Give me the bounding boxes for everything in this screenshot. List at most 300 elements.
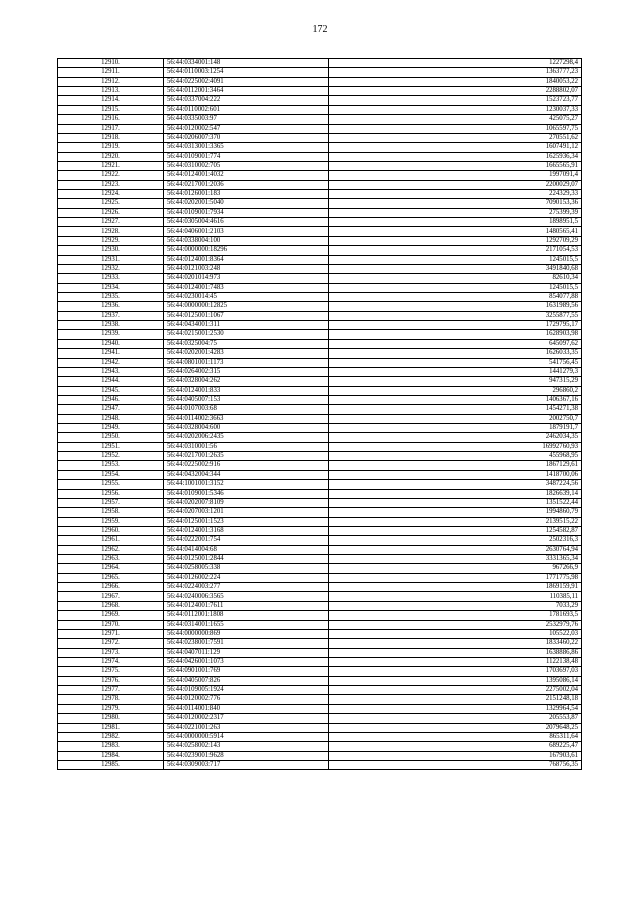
row-number-cell: 12948. xyxy=(58,414,164,423)
cadastral-number-cell: 56:44:0126002:224 xyxy=(164,573,329,582)
cadastral-number-cell: 56:44:0201014:973 xyxy=(164,274,329,283)
cadastral-number-cell: 56:44:0125001:1523 xyxy=(164,517,329,526)
cadastral-value-cell: 1625936,34 xyxy=(329,152,582,161)
cadastral-number-cell: 56:44:0120002:547 xyxy=(164,124,329,133)
cadastral-number-cell: 56:44:0207003:1201 xyxy=(164,508,329,517)
cadastral-value-cell: 1418700,06 xyxy=(329,470,582,479)
table-row xyxy=(58,601,582,610)
row-number-cell: 12934. xyxy=(58,283,164,292)
table-row xyxy=(58,255,582,264)
row-number-cell: 12912. xyxy=(58,77,164,86)
table-row xyxy=(58,96,582,105)
cadastral-value-cell: 205553,87 xyxy=(329,714,582,723)
cadastral-number-cell: 56:44:0107003:68 xyxy=(164,405,329,414)
table-row xyxy=(58,190,582,199)
cadastral-value-cell: 1230037,33 xyxy=(329,105,582,114)
table-row xyxy=(58,714,582,723)
row-number-cell: 12966. xyxy=(58,583,164,592)
cadastral-value-cell: 2151248,18 xyxy=(329,695,582,704)
row-number-cell: 12957. xyxy=(58,498,164,507)
table-row xyxy=(58,367,582,376)
row-number-cell: 12951. xyxy=(58,442,164,451)
row-number-cell: 12924. xyxy=(58,190,164,199)
cadastral-value-cell: 2002750,7 xyxy=(329,414,582,423)
table-row xyxy=(58,639,582,648)
row-number-cell: 12962. xyxy=(58,545,164,554)
cadastral-value-cell: 541756,45 xyxy=(329,358,582,367)
table-row xyxy=(58,236,582,245)
cadastral-value-cell: 105522,03 xyxy=(329,629,582,638)
row-number-cell: 12914. xyxy=(58,96,164,105)
cadastral-value-cell: 1879191,7 xyxy=(329,424,582,433)
cadastral-value-cell: 1292709,29 xyxy=(329,236,582,245)
cadastral-number-cell: 56:44:0338004:100 xyxy=(164,236,329,245)
row-number-cell: 12947. xyxy=(58,405,164,414)
table-row xyxy=(58,526,582,535)
cadastral-number-cell: 56:44:0206007:370 xyxy=(164,133,329,142)
table-row xyxy=(58,704,582,713)
cadastral-number-cell: 56:44:0217001:2635 xyxy=(164,452,329,461)
table-row xyxy=(58,377,582,386)
row-number-cell: 12960. xyxy=(58,526,164,535)
cadastral-number-cell: 56:44:0426001:1073 xyxy=(164,658,329,667)
table-row xyxy=(58,461,582,470)
cadastral-value-cell: 167903,61 xyxy=(329,751,582,760)
cadastral-number-cell: 56:44:0405007:826 xyxy=(164,676,329,685)
cadastral-value-cell: 2171054,53 xyxy=(329,246,582,255)
cadastral-number-cell: 56:44:0124001:7483 xyxy=(164,283,329,292)
row-number-cell: 12959. xyxy=(58,517,164,526)
cadastral-value-cell: 1245015,5 xyxy=(329,283,582,292)
row-number-cell: 12917. xyxy=(58,124,164,133)
cadastral-number-cell: 56:44:0309003:717 xyxy=(164,760,329,769)
cadastral-value-cell: 1363777,23 xyxy=(329,68,582,77)
cadastral-number-cell: 56:44:0202001:4283 xyxy=(164,349,329,358)
table-row xyxy=(58,143,582,152)
row-number-cell: 12923. xyxy=(58,180,164,189)
table-row xyxy=(58,760,582,769)
table-row xyxy=(58,686,582,695)
table-row xyxy=(58,105,582,114)
table-row xyxy=(58,199,582,208)
table-row xyxy=(58,405,582,414)
table-row xyxy=(58,676,582,685)
cadastral-value-cell: 1351522,44 xyxy=(329,498,582,507)
row-number-cell: 12932. xyxy=(58,264,164,273)
cadastral-number-cell: 56:44:0114001:840 xyxy=(164,704,329,713)
table-row xyxy=(58,433,582,442)
table-row xyxy=(58,592,582,601)
row-number-cell: 12946. xyxy=(58,395,164,404)
cadastral-number-cell: 56:44:0901001:769 xyxy=(164,667,329,676)
row-number-cell: 12953. xyxy=(58,461,164,470)
cadastral-value-cell: 7033,29 xyxy=(329,601,582,610)
cadastral-value-cell: 1997091,4 xyxy=(329,171,582,180)
cadastral-value-cell: 1406367,16 xyxy=(329,395,582,404)
cadastral-number-cell: 56:44:0000000:12825 xyxy=(164,302,329,311)
cadastral-value-cell: 425075,27 xyxy=(329,115,582,124)
table-row xyxy=(58,152,582,161)
cadastral-value-cell: 1254582,87 xyxy=(329,526,582,535)
row-number-cell: 12967. xyxy=(58,592,164,601)
cadastral-number-cell: 56:44:0239001:9628 xyxy=(164,751,329,760)
cadastral-number-cell: 56:44:1001001:3152 xyxy=(164,480,329,489)
cadastral-number-cell: 56:44:0120002:2317 xyxy=(164,714,329,723)
table-row xyxy=(58,508,582,517)
cadastral-value-cell: 270551,62 xyxy=(329,133,582,142)
table-row xyxy=(58,133,582,142)
row-number-cell: 12918. xyxy=(58,133,164,142)
table-row xyxy=(58,321,582,330)
cadastral-value-cell: 296860,2 xyxy=(329,386,582,395)
cadastral-number-cell: 56:44:0124001:8364 xyxy=(164,255,329,264)
table-row xyxy=(58,59,582,68)
cadastral-number-cell: 56:44:0314001:1655 xyxy=(164,620,329,629)
table-row xyxy=(58,536,582,545)
row-number-cell: 12911. xyxy=(58,68,164,77)
table-row xyxy=(58,648,582,657)
cadastral-value-cell: 1628903,98 xyxy=(329,330,582,339)
cadastral-number-cell: 56:44:0124001:4032 xyxy=(164,171,329,180)
row-number-cell: 12969. xyxy=(58,611,164,620)
row-number-cell: 12925. xyxy=(58,199,164,208)
table-row xyxy=(58,611,582,620)
row-number-cell: 12922. xyxy=(58,171,164,180)
cadastral-value-cell: 1227298,4 xyxy=(329,59,582,68)
row-number-cell: 12961. xyxy=(58,536,164,545)
cadastral-number-cell: 56:44:0264002:315 xyxy=(164,367,329,376)
row-number-cell: 12916. xyxy=(58,115,164,124)
cadastral-number-cell: 56:44:0109005:1924 xyxy=(164,686,329,695)
table-row xyxy=(58,77,582,86)
cadastral-value-cell: 1626033,35 xyxy=(329,349,582,358)
row-number-cell: 12929. xyxy=(58,236,164,245)
cadastral-value-cell: 3331365,34 xyxy=(329,555,582,564)
cadastral-number-cell: 56:44:0202001:5040 xyxy=(164,199,329,208)
row-number-cell: 12936. xyxy=(58,302,164,311)
row-number-cell: 12942. xyxy=(58,358,164,367)
cadastral-number-cell: 56:44:0305004:4616 xyxy=(164,218,329,227)
cadastral-value-cell: 1454271,38 xyxy=(329,405,582,414)
cadastral-value-cell: 1480565,41 xyxy=(329,227,582,236)
cadastral-number-cell: 56:44:0110002:601 xyxy=(164,105,329,114)
row-number-cell: 12930. xyxy=(58,246,164,255)
row-number-cell: 12935. xyxy=(58,292,164,301)
cadastral-number-cell: 56:44:0109001:7934 xyxy=(164,208,329,217)
cadastral-number-cell: 56:44:0217001:2036 xyxy=(164,180,329,189)
table-row xyxy=(58,545,582,554)
cadastral-value-cell: 1607491,12 xyxy=(329,143,582,152)
row-number-cell: 12928. xyxy=(58,227,164,236)
row-number-cell: 12978. xyxy=(58,695,164,704)
cadastral-value-cell: 645097,62 xyxy=(329,339,582,348)
cadastral-number-cell: 56:44:0313001:3365 xyxy=(164,143,329,152)
cadastral-value-cell: 1826639,14 xyxy=(329,489,582,498)
row-number-cell: 12939. xyxy=(58,330,164,339)
cadastral-value-cell: 1833460,22 xyxy=(329,639,582,648)
cadastral-number-cell: 56:44:0124001:3168 xyxy=(164,526,329,535)
cadastral-number-cell: 56:44:0406001:2103 xyxy=(164,227,329,236)
cadastral-value-cell: 1122138,48 xyxy=(329,658,582,667)
row-number-cell: 12943. xyxy=(58,367,164,376)
cadastral-value-cell: 1771775,98 xyxy=(329,573,582,582)
cadastral-value-cell: 1898951,5 xyxy=(329,218,582,227)
table-row xyxy=(58,452,582,461)
row-number-cell: 12968. xyxy=(58,601,164,610)
cadastral-number-cell: 56:44:0109001:5346 xyxy=(164,489,329,498)
cadastral-number-cell: 56:44:0110003:1254 xyxy=(164,68,329,77)
cadastral-value-cell: 455968,95 xyxy=(329,452,582,461)
row-number-cell: 12921. xyxy=(58,161,164,170)
row-number-cell: 12926. xyxy=(58,208,164,217)
cadastral-number-cell: 56:44:0328004:600 xyxy=(164,424,329,433)
cadastral-number-cell: 56:44:0225002:4091 xyxy=(164,77,329,86)
cadastral-number-cell: 56:44:0000000:18296 xyxy=(164,246,329,255)
row-number-cell: 12979. xyxy=(58,704,164,713)
table-row xyxy=(58,274,582,283)
row-number-cell: 12941. xyxy=(58,349,164,358)
table-row xyxy=(58,414,582,423)
cadastral-value-cell: 16992760,93 xyxy=(329,442,582,451)
table-row xyxy=(58,658,582,667)
row-number-cell: 12984. xyxy=(58,751,164,760)
cadastral-value-cell: 1329964,54 xyxy=(329,704,582,713)
cadastral-number-cell: 56:44:0202007:8109 xyxy=(164,498,329,507)
cadastral-number-cell: 56:44:0121003:248 xyxy=(164,264,329,273)
table-row xyxy=(58,115,582,124)
row-number-cell: 12963. xyxy=(58,555,164,564)
table-row xyxy=(58,564,582,573)
row-number-cell: 12958. xyxy=(58,508,164,517)
cadastral-number-cell: 56:44:0258002:143 xyxy=(164,742,329,751)
cadastral-number-cell: 56:44:0230014:45 xyxy=(164,292,329,301)
cadastral-number-cell: 56:44:0126001:183 xyxy=(164,190,329,199)
cadastral-value-cell: 3487224,56 xyxy=(329,480,582,489)
row-number-cell: 12976. xyxy=(58,676,164,685)
cadastral-value-cell: 2139515,22 xyxy=(329,517,582,526)
row-number-cell: 12920. xyxy=(58,152,164,161)
cadastral-value-cell: 947315,29 xyxy=(329,377,582,386)
row-number-cell: 12980. xyxy=(58,714,164,723)
row-number-cell: 12974. xyxy=(58,658,164,667)
row-number-cell: 12913. xyxy=(58,87,164,96)
row-number-cell: 12919. xyxy=(58,143,164,152)
cadastral-value-cell: 854077,88 xyxy=(329,292,582,301)
cadastral-value-cell: 2288802,07 xyxy=(329,87,582,96)
row-number-cell: 12950. xyxy=(58,433,164,442)
row-number-cell: 12945. xyxy=(58,386,164,395)
cadastral-number-cell: 56:44:0310001:56 xyxy=(164,442,329,451)
cadastral-number-cell: 56:44:0334001:148 xyxy=(164,59,329,68)
cadastral-number-cell: 56:44:0109001:774 xyxy=(164,152,329,161)
cadastral-number-cell: 56:44:0432004:344 xyxy=(164,470,329,479)
cadastral-value-cell: 2275002,04 xyxy=(329,686,582,695)
row-number-cell: 12955. xyxy=(58,480,164,489)
table-row xyxy=(58,573,582,582)
row-number-cell: 12937. xyxy=(58,311,164,320)
cadastral-number-cell: 56:44:0335003:97 xyxy=(164,115,329,124)
cadastral-value-cell: 224329,33 xyxy=(329,190,582,199)
row-number-cell: 12985. xyxy=(58,760,164,769)
cadastral-number-cell: 56:44:0120002:776 xyxy=(164,695,329,704)
table-row xyxy=(58,498,582,507)
cadastral-value-cell: 1395086,14 xyxy=(329,676,582,685)
table-row xyxy=(58,218,582,227)
table-row xyxy=(58,349,582,358)
table-row xyxy=(58,330,582,339)
cadastral-value-cell: 1729795,17 xyxy=(329,321,582,330)
row-number-cell: 12983. xyxy=(58,742,164,751)
row-number-cell: 12965. xyxy=(58,573,164,582)
cadastral-number-cell: 56:44:0125001:1067 xyxy=(164,311,329,320)
cadastral-number-cell: 56:44:0125001:2844 xyxy=(164,555,329,564)
cadastral-number-cell: 56:44:0112001:1808 xyxy=(164,611,329,620)
cadastral-value-cell: 82610,34 xyxy=(329,274,582,283)
cadastral-number-cell: 56:44:0258005:338 xyxy=(164,564,329,573)
cadastral-number-cell: 56:44:0310002:705 xyxy=(164,161,329,170)
cadastral-value-cell: 1065597,75 xyxy=(329,124,582,133)
table-row xyxy=(58,161,582,170)
cadastral-value-cell: 2532979,76 xyxy=(329,620,582,629)
table-row xyxy=(58,68,582,77)
cadastral-number-cell: 56:44:0222001:754 xyxy=(164,536,329,545)
cadastral-number-cell: 56:44:0112001:3464 xyxy=(164,87,329,96)
row-number-cell: 12981. xyxy=(58,723,164,732)
cadastral-value-cell: 2630764,94 xyxy=(329,545,582,554)
cadastral-number-cell: 56:44:0221001:263 xyxy=(164,723,329,732)
row-number-cell: 12982. xyxy=(58,732,164,741)
cadastral-number-cell: 56:44:0124001:833 xyxy=(164,386,329,395)
row-number-cell: 12972. xyxy=(58,639,164,648)
cadastral-value-cell: 865311,64 xyxy=(329,732,582,741)
row-number-cell: 12954. xyxy=(58,470,164,479)
cadastral-number-cell: 56:44:0225002:916 xyxy=(164,461,329,470)
table-row xyxy=(58,283,582,292)
cadastral-number-cell: 56:44:0801001:1173 xyxy=(164,358,329,367)
cadastral-value-cell: 1631989,56 xyxy=(329,302,582,311)
cadastral-number-cell: 56:44:0124001:7611 xyxy=(164,601,329,610)
cadastral-number-cell: 56:44:0000000:869 xyxy=(164,629,329,638)
row-number-cell: 12931. xyxy=(58,255,164,264)
cadastral-value-cell: 110385,11 xyxy=(329,592,582,601)
cadastral-value-cell: 1523723,77 xyxy=(329,96,582,105)
table-row xyxy=(58,442,582,451)
table-row xyxy=(58,358,582,367)
table-row xyxy=(58,292,582,301)
table-row xyxy=(58,395,582,404)
cadastral-value-cell: 768756,35 xyxy=(329,760,582,769)
table-row xyxy=(58,732,582,741)
cadastral-value-cell: 3255877,55 xyxy=(329,311,582,320)
row-number-cell: 12975. xyxy=(58,667,164,676)
cadastral-value-cell: 7090153,36 xyxy=(329,199,582,208)
row-number-cell: 12940. xyxy=(58,339,164,348)
row-number-cell: 12938. xyxy=(58,321,164,330)
cadastral-value-cell: 967266,9 xyxy=(329,564,582,573)
cadastral-value-cell: 2079648,25 xyxy=(329,723,582,732)
row-number-cell: 12933. xyxy=(58,274,164,283)
table-row xyxy=(58,751,582,760)
cadastral-value-cell: 3491840,68 xyxy=(329,264,582,273)
cadastral-value-cell: 2502316,3 xyxy=(329,536,582,545)
cadastral-number-cell: 56:44:0000000:5914 xyxy=(164,732,329,741)
cadastral-value-cell: 1869159,91 xyxy=(329,583,582,592)
table-row xyxy=(58,208,582,217)
cadastral-number-cell: 56:44:0407011:129 xyxy=(164,648,329,657)
cadastral-number-cell: 56:44:0224003:277 xyxy=(164,583,329,592)
table-row xyxy=(58,480,582,489)
cadastral-number-cell: 56:44:0414004:68 xyxy=(164,545,329,554)
cadastral-value-cell: 1840053,22 xyxy=(329,77,582,86)
cadastral-value-cell: 1867129,61 xyxy=(329,461,582,470)
cadastral-value-cell: 1703697,03 xyxy=(329,667,582,676)
table-row xyxy=(58,629,582,638)
cadastral-number-cell: 56:44:0238001:7591 xyxy=(164,639,329,648)
cadastral-number-cell: 56:44:0337004:222 xyxy=(164,96,329,105)
table-row xyxy=(58,246,582,255)
row-number-cell: 12977. xyxy=(58,686,164,695)
table-row xyxy=(58,302,582,311)
cadastral-number-cell: 56:44:0114002:3663 xyxy=(164,414,329,423)
table-row xyxy=(58,517,582,526)
row-number-cell: 12973. xyxy=(58,648,164,657)
row-number-cell: 12944. xyxy=(58,377,164,386)
table-row xyxy=(58,180,582,189)
table-row xyxy=(58,386,582,395)
table-row xyxy=(58,620,582,629)
row-number-cell: 12971. xyxy=(58,629,164,638)
cadastral-number-cell: 56:44:0202006:2435 xyxy=(164,433,329,442)
table-row xyxy=(58,87,582,96)
table-row xyxy=(58,583,582,592)
table-row xyxy=(58,667,582,676)
row-number-cell: 12964. xyxy=(58,564,164,573)
cadastral-value-cell: 1994860,79 xyxy=(329,508,582,517)
table-row xyxy=(58,489,582,498)
cadastral-value-cell: 2462034,35 xyxy=(329,433,582,442)
cadastral-number-cell: 56:44:0328004:262 xyxy=(164,377,329,386)
cadastral-value-table xyxy=(57,58,582,770)
table-row xyxy=(58,311,582,320)
cadastral-number-cell: 56:44:0434001:311 xyxy=(164,321,329,330)
cadastral-number-cell: 56:44:0405007:153 xyxy=(164,395,329,404)
cadastral-value-cell: 1665565,91 xyxy=(329,161,582,170)
row-number-cell: 12949. xyxy=(58,424,164,433)
table-row xyxy=(58,695,582,704)
row-number-cell: 12910. xyxy=(58,59,164,68)
table-body xyxy=(58,59,582,770)
cadastral-value-cell: 1245015,5 xyxy=(329,255,582,264)
table-row xyxy=(58,264,582,273)
row-number-cell: 12952. xyxy=(58,452,164,461)
cadastral-number-cell: 56:44:0325004:75 xyxy=(164,339,329,348)
table-row xyxy=(58,555,582,564)
row-number-cell: 12956. xyxy=(58,489,164,498)
table-row xyxy=(58,723,582,732)
table-row xyxy=(58,171,582,180)
table-row xyxy=(58,424,582,433)
row-number-cell: 12970. xyxy=(58,620,164,629)
table-row xyxy=(58,339,582,348)
table-row xyxy=(58,124,582,133)
row-number-cell: 12927. xyxy=(58,218,164,227)
cadastral-value-cell: 1441279,3 xyxy=(329,367,582,376)
table-row xyxy=(58,470,582,479)
page-number: 172 xyxy=(312,24,328,35)
cadastral-value-cell: 1781693,5 xyxy=(329,611,582,620)
table-row xyxy=(58,227,582,236)
cadastral-value-cell: 275399,39 xyxy=(329,208,582,217)
